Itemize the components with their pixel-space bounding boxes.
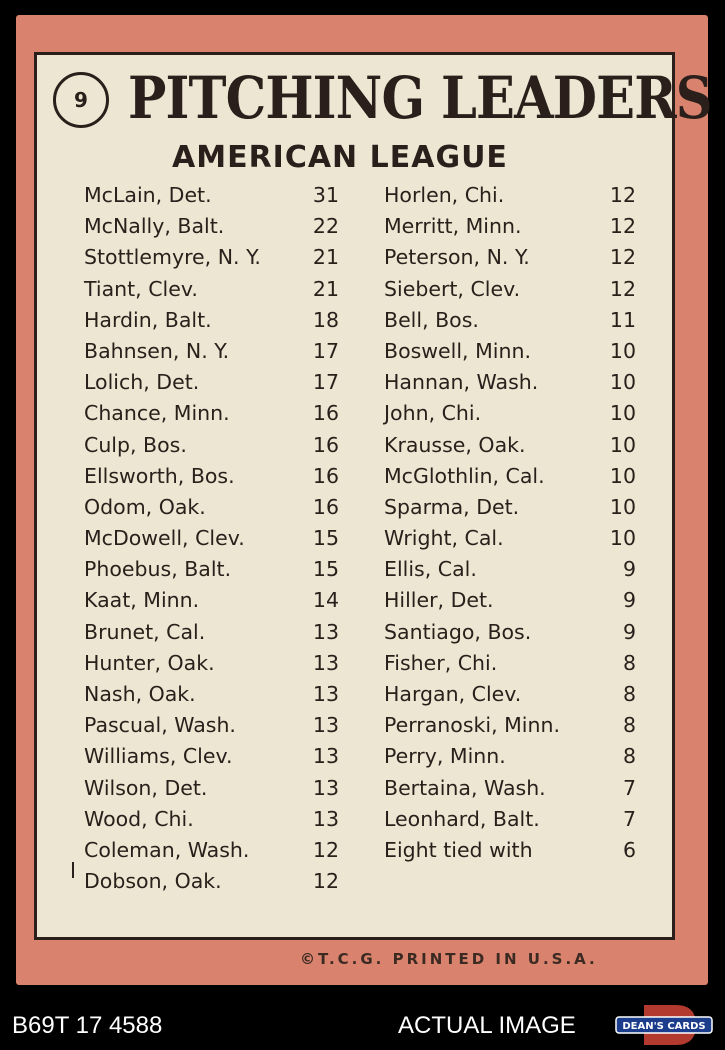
pitcher-name: Boswell, Minn. (384, 338, 531, 363)
win-total: 9 (622, 588, 636, 613)
pitcher-name: Perry, Minn. (384, 744, 506, 769)
leader-row (84, 651, 339, 682)
leader-row (384, 838, 636, 869)
leader-row (384, 588, 636, 619)
leader-row (84, 807, 339, 838)
leaders-column-right (384, 183, 636, 869)
card-title: PITCHING LEADERS (128, 64, 712, 132)
leader-row (84, 682, 339, 713)
win-total: 8 (622, 650, 636, 675)
win-total: 21 (312, 276, 339, 301)
pitcher-name: John, Chi. (384, 401, 482, 426)
pitcher-name: Sparma, Det. (384, 494, 520, 519)
pitcher-name: Wilson, Det. (84, 775, 208, 800)
pitcher-name: Coleman, Wash. (84, 837, 250, 862)
leader-row (384, 807, 636, 838)
leader-row (84, 401, 339, 432)
pitcher-name: Lolich, Det. (84, 370, 200, 395)
leader-row (84, 339, 339, 370)
pitcher-name: Perranoski, Minn. (384, 713, 561, 738)
win-total: 13 (312, 619, 339, 644)
leader-row (384, 277, 636, 308)
win-total: 12 (609, 245, 636, 270)
pitcher-name: Kaat, Minn. (84, 588, 200, 613)
leader-row (384, 495, 636, 526)
leader-row (84, 620, 339, 651)
win-total: 8 (622, 682, 636, 706)
win-total: 10 (609, 432, 636, 457)
win-total: 7 (622, 775, 636, 800)
pitcher-name: Ellis, Cal. (384, 557, 477, 582)
pitcher-name: Siebert, Clev. (384, 276, 521, 301)
win-total: 14 (312, 588, 339, 613)
leader-row (84, 214, 339, 245)
win-total: 15 (312, 557, 339, 582)
pitcher-name: McDowell, Clev. (84, 526, 245, 551)
print-mark (72, 862, 74, 878)
leader-row (84, 588, 339, 619)
leader-row (84, 526, 339, 557)
pitcher-name: Pascual, Wash. (84, 713, 236, 738)
leader-row (384, 339, 636, 370)
win-total: 12 (312, 869, 339, 894)
leader-row (84, 744, 339, 775)
win-total: 8 (622, 744, 636, 769)
pitcher-name: McGlothlin, Cal. (384, 463, 545, 488)
leader-row (84, 557, 339, 588)
league-subtitle: AMERICAN LEAGUE (172, 140, 508, 175)
win-total: 13 (312, 744, 339, 769)
win-total: 9 (622, 557, 636, 582)
pitcher-name: Merritt, Minn. (384, 214, 522, 239)
leaders-column-left (84, 183, 339, 900)
pitcher-name: Culp, Bos. (84, 432, 187, 457)
leader-row (384, 464, 636, 495)
leader-row (84, 245, 339, 276)
leader-row (384, 245, 636, 276)
pitcher-name: Wright, Cal. (384, 526, 504, 551)
pitcher-name: Williams, Clev. (84, 744, 233, 769)
pitcher-name: Fisher, Chi. (384, 650, 498, 675)
pitcher-name: Wood, Chi. (84, 806, 194, 831)
win-total: 10 (609, 370, 636, 395)
leader-row (84, 433, 339, 464)
leader-row (84, 277, 339, 308)
win-total: 12 (609, 276, 636, 301)
pitcher-name: Ellsworth, Bos. (84, 463, 235, 488)
leader-row (384, 620, 636, 651)
win-total: 16 (312, 401, 339, 426)
logo-text: DEAN'S CARDS (622, 1021, 706, 1032)
pitcher-name: Bahnsen, N. Y. (84, 338, 230, 363)
win-total: 13 (312, 713, 339, 738)
actual-image-label: ACTUAL IMAGE (398, 1012, 576, 1039)
win-total: 11 (609, 307, 636, 332)
leader-row (384, 183, 636, 214)
win-total: 22 (312, 214, 339, 239)
pitcher-name: Nash, Oak. (84, 682, 196, 706)
win-total: 16 (312, 494, 339, 519)
win-total: 9 (622, 619, 636, 644)
certification-number: B69T 17 4588 (12, 1012, 163, 1039)
pitcher-name: Bell, Bos. (384, 307, 479, 332)
win-total: 15 (312, 526, 339, 551)
win-total: 10 (609, 526, 636, 551)
leader-row (384, 682, 636, 713)
leader-row (84, 713, 339, 744)
pitcher-name: Bertaina, Wash. (384, 775, 546, 800)
pitcher-name: Eight tied with (384, 837, 533, 862)
win-total: 7 (622, 806, 636, 831)
win-total: 21 (312, 245, 339, 270)
win-total: 10 (609, 401, 636, 426)
leader-row (84, 495, 339, 526)
pitcher-name: Tiant, Clev. (84, 276, 198, 301)
pitcher-name: Peterson, N. Y. (384, 245, 530, 270)
win-total: 18 (312, 307, 339, 332)
win-total: 13 (312, 775, 339, 800)
leader-row (84, 370, 339, 401)
win-total: 10 (609, 494, 636, 519)
pitcher-name: Hannan, Wash. (384, 370, 539, 395)
win-total: 6 (622, 837, 636, 862)
pitcher-name: Odom, Oak. (84, 494, 206, 519)
pitcher-name: Hiller, Det. (384, 588, 494, 613)
copyright-footer: ©T.C.G. PRINTED IN U.S.A. (300, 950, 598, 968)
leader-row (384, 526, 636, 557)
pitcher-name: Hargan, Clev. (384, 682, 522, 706)
win-total: 17 (312, 338, 339, 363)
pitcher-name: McLain, Det. (84, 183, 212, 207)
leader-row (84, 776, 339, 807)
win-total: 31 (312, 183, 339, 207)
win-total: 12 (609, 183, 636, 207)
leader-row (384, 557, 636, 588)
win-total: 10 (609, 338, 636, 363)
leader-row (384, 433, 636, 464)
pitcher-name: Hunter, Oak. (84, 650, 215, 675)
leader-row (84, 308, 339, 339)
pitcher-name: Santiago, Bos. (384, 619, 532, 644)
card-number: 9 (74, 88, 88, 112)
win-total: 13 (312, 682, 339, 706)
win-total: 10 (609, 463, 636, 488)
leader-row (84, 464, 339, 495)
leader-row (384, 651, 636, 682)
pitcher-name: Leonhard, Balt. (384, 806, 540, 831)
win-total: 13 (312, 806, 339, 831)
deans-cards-logo (614, 1003, 714, 1047)
pitcher-name: McNally, Balt. (84, 214, 225, 239)
win-total: 12 (312, 837, 339, 862)
leader-row (384, 401, 636, 432)
win-total: 13 (312, 650, 339, 675)
win-total: 8 (622, 713, 636, 738)
leader-row (384, 214, 636, 245)
pitcher-name: Hardin, Balt. (84, 307, 212, 332)
win-total: 12 (609, 214, 636, 239)
pitcher-name: Stottlemyre, N. Y. (84, 245, 261, 270)
pitcher-name: Krausse, Oak. (384, 432, 526, 457)
leader-row (384, 744, 636, 775)
card-number-badge (53, 72, 109, 128)
win-total: 16 (312, 432, 339, 457)
leader-row (384, 713, 636, 744)
leader-row (84, 869, 339, 900)
pitcher-name: Phoebus, Balt. (84, 557, 232, 582)
leader-row (84, 838, 339, 869)
leader-row (384, 370, 636, 401)
leader-row (384, 776, 636, 807)
pitcher-name: Horlen, Chi. (384, 183, 505, 207)
pitcher-name: Dobson, Oak. (84, 869, 222, 894)
pitcher-name: Chance, Minn. (84, 401, 230, 426)
win-total: 17 (312, 370, 339, 395)
win-total: 16 (312, 463, 339, 488)
pitcher-name: Brunet, Cal. (84, 619, 206, 644)
leader-row (84, 183, 339, 214)
leader-row (384, 308, 636, 339)
